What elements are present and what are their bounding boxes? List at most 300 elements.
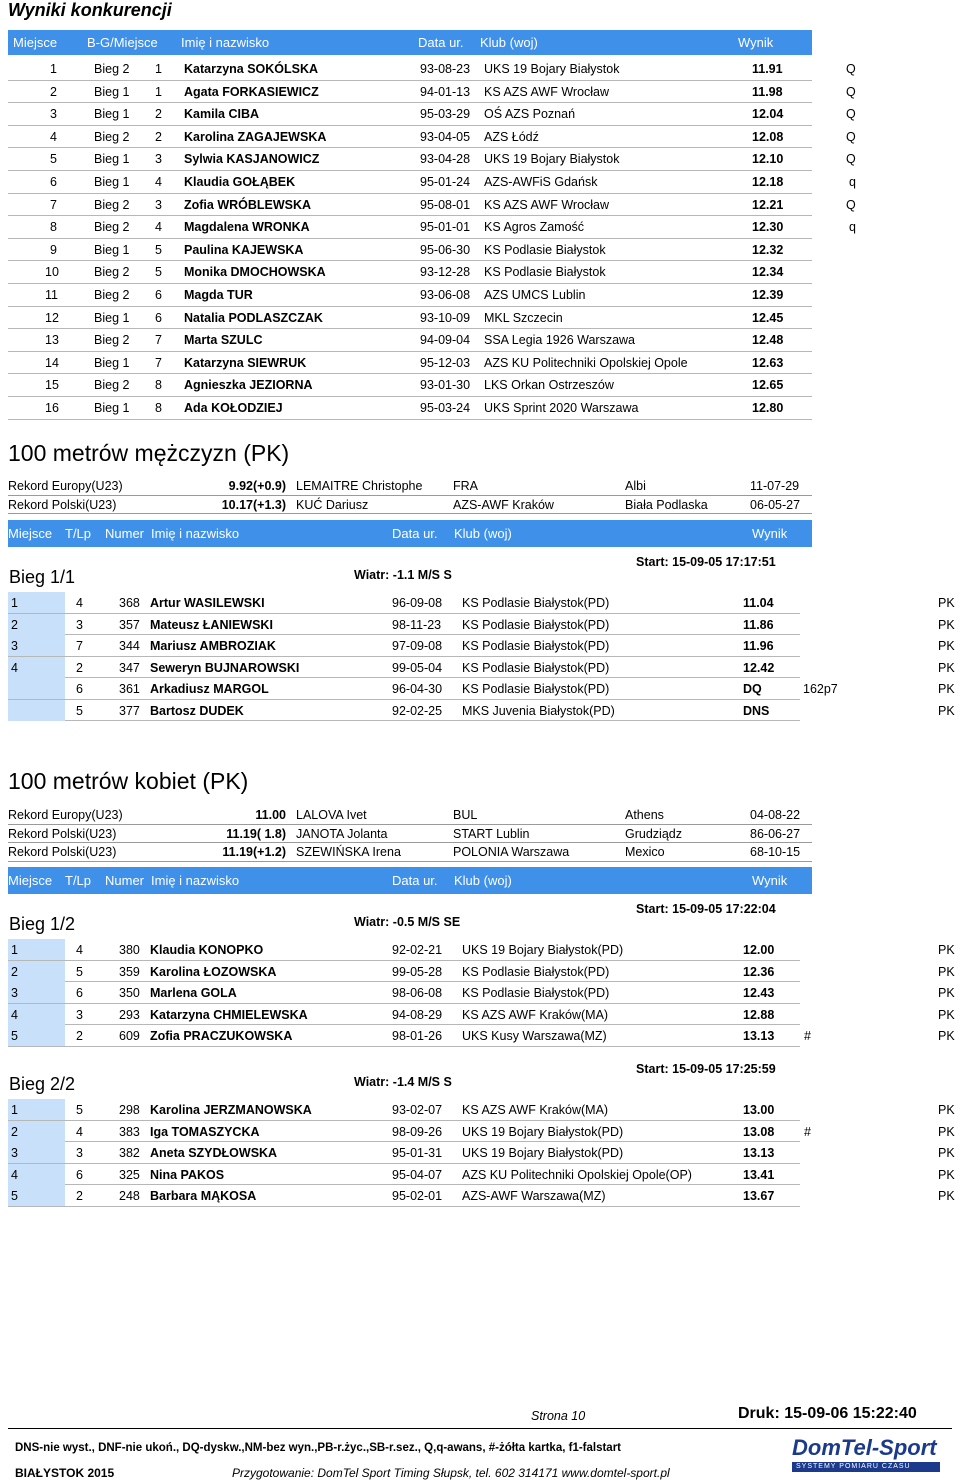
heat-place: 5 bbox=[155, 265, 162, 280]
col-lane: T/Lp bbox=[65, 873, 92, 888]
table-row bbox=[8, 352, 812, 375]
result: DQ bbox=[743, 682, 762, 696]
qualification-mark: q bbox=[849, 220, 856, 235]
record-value: 11.00 bbox=[255, 808, 286, 822]
place: 3 bbox=[11, 1146, 18, 1160]
heat: Bieg 1 bbox=[94, 84, 130, 99]
athlete-name: Artur WASILEWSKI bbox=[150, 596, 265, 610]
pk-mark: PK bbox=[938, 1167, 955, 1182]
athlete-name: Sylwia KASJANOWICZ bbox=[184, 152, 320, 167]
table-row bbox=[8, 239, 812, 262]
place: 4 bbox=[11, 1167, 18, 1182]
club: UKS 19 Bojary Białystok(PD) bbox=[462, 1146, 624, 1160]
athlete-name: Seweryn BUJNAROWSKI bbox=[150, 660, 300, 675]
club: UKS Kusy Warszawa(MZ) bbox=[462, 1029, 607, 1043]
men-title: 100 metrów mężczyzn (PK) bbox=[8, 440, 290, 466]
heat-place: 2 bbox=[155, 107, 162, 122]
record-label: Rekord Polski(U23) bbox=[8, 845, 117, 859]
bib-number: 347 bbox=[119, 660, 140, 675]
col-result: Wynik bbox=[738, 35, 774, 50]
women-header bbox=[8, 867, 812, 894]
birth-date: 93-12-28 bbox=[420, 265, 471, 280]
pk-mark: PK bbox=[938, 617, 955, 632]
record-holder: SZEWIŃSKA Irena bbox=[296, 845, 401, 859]
lane: 6 bbox=[76, 682, 83, 696]
domtel-logo bbox=[792, 1434, 940, 1474]
place: 5 bbox=[11, 1029, 18, 1043]
col-heat-place: B-G/Miejsce bbox=[87, 35, 158, 50]
pk-mark: PK bbox=[938, 1124, 955, 1139]
bib-number: 383 bbox=[119, 1124, 140, 1139]
birth-date: 96-09-08 bbox=[392, 596, 443, 610]
table-row bbox=[8, 194, 812, 217]
result: 12.48 bbox=[752, 333, 784, 348]
birth-date: 97-09-08 bbox=[392, 639, 443, 653]
birth-date: 92-02-21 bbox=[392, 943, 443, 957]
place: 7 bbox=[50, 197, 57, 212]
pk-mark: PK bbox=[938, 703, 955, 718]
col-club: Klub (woj) bbox=[454, 873, 512, 888]
club: OŚ AZS Poznań bbox=[484, 107, 576, 122]
club: AZS-AWF Warszawa(MZ) bbox=[462, 1189, 606, 1203]
birth-date: 99-05-04 bbox=[392, 660, 443, 675]
club: KS Podlasie Białystok(PD) bbox=[462, 596, 610, 610]
birth-date: 93-10-09 bbox=[420, 310, 471, 325]
pk-mark: PK bbox=[938, 1103, 955, 1117]
col-dob: Data ur. bbox=[392, 873, 438, 888]
athlete-name: Karolina ŁOZOWSKA bbox=[150, 964, 277, 979]
qualification-mark: Q bbox=[846, 62, 856, 76]
birth-date: 95-01-01 bbox=[420, 220, 471, 235]
pk-mark: PK bbox=[938, 986, 955, 1000]
table-row bbox=[8, 148, 812, 171]
record-row bbox=[8, 806, 812, 825]
col-number: Numer bbox=[105, 526, 145, 541]
result: 13.41 bbox=[743, 1167, 775, 1182]
legend-text: DNS-nie wyst., DNF-nie ukoń., DQ-dyskw.,NM-bez wyn.,PB-r.życ.,SB-r.sez., Q,q-awans, #-żółta kartka, f1-falstart bbox=[15, 1442, 622, 1454]
athlete-name: Bartosz DUDEK bbox=[150, 703, 244, 718]
birth-date: 93-08-23 bbox=[420, 62, 471, 76]
athlete-name: Agata FORKASIEWICZ bbox=[184, 84, 319, 99]
athlete-name: Iga TOMASZYCKA bbox=[150, 1124, 260, 1139]
club: AZS-AWFiS Gdańsk bbox=[484, 175, 598, 189]
pk-mark: PK bbox=[938, 660, 955, 675]
club: SSA Legia 1926 Warszawa bbox=[484, 333, 636, 348]
heat: Bieg 2 bbox=[94, 129, 130, 144]
athlete-name: Zofia WRÓBLEWSKA bbox=[184, 197, 312, 212]
col-place: Miejsce bbox=[8, 873, 53, 888]
heat: Bieg 1 bbox=[94, 310, 130, 325]
result-row bbox=[8, 678, 800, 700]
col-club: Klub (woj) bbox=[480, 35, 538, 50]
record-value: 11.19(+1.2) bbox=[222, 845, 286, 859]
record-date: 11-07-29 bbox=[750, 479, 800, 493]
place: 4 bbox=[11, 660, 18, 675]
result: 12.04 bbox=[752, 107, 784, 122]
lane: 5 bbox=[76, 703, 83, 718]
place: 2 bbox=[50, 84, 57, 99]
result-note: # bbox=[804, 1124, 811, 1139]
athlete-name: Agnieszka JEZIORNA bbox=[184, 378, 313, 393]
heat-place: 3 bbox=[155, 152, 162, 167]
heat-place: 1 bbox=[155, 84, 162, 99]
birth-date: 93-04-28 bbox=[420, 152, 471, 167]
table-row bbox=[8, 171, 812, 194]
record-value: 11.19( 1.8) bbox=[226, 826, 286, 841]
result: 12.45 bbox=[752, 310, 784, 325]
result: 12.21 bbox=[752, 197, 784, 212]
result: 12.88 bbox=[743, 1007, 775, 1022]
heat-place: 4 bbox=[155, 175, 162, 189]
club: MKL Szczecin bbox=[484, 310, 563, 325]
lane: 2 bbox=[76, 1029, 83, 1043]
heat: Bieg 1 bbox=[94, 242, 130, 257]
lane: 6 bbox=[76, 1167, 83, 1182]
birth-date: 98-01-26 bbox=[392, 1029, 443, 1043]
start-time: Start: 15-09-05 17:22:04 bbox=[636, 902, 776, 916]
birth-date: 98-06-08 bbox=[392, 986, 443, 1000]
athlete-name: Ada KOŁODZIEJ bbox=[184, 401, 283, 415]
start-time: Start: 15-09-05 17:17:51 bbox=[636, 555, 776, 569]
result-row bbox=[8, 961, 800, 983]
record-place: Grudziądz bbox=[625, 826, 682, 841]
pk-mark: PK bbox=[938, 1146, 955, 1160]
start-time: Start: 15-09-05 17:25:59 bbox=[636, 1062, 776, 1076]
lane: 3 bbox=[76, 1146, 83, 1160]
birth-date: 95-03-24 bbox=[420, 401, 471, 415]
table-row bbox=[8, 103, 812, 126]
page-number: Strona 10 bbox=[531, 1409, 586, 1423]
pk-mark: PK bbox=[938, 964, 955, 979]
birth-date: 92-02-25 bbox=[392, 703, 443, 718]
result: 12.36 bbox=[743, 964, 775, 979]
result: 12.42 bbox=[743, 660, 775, 675]
place: 2 bbox=[11, 617, 18, 632]
result: 12.10 bbox=[752, 152, 784, 167]
bib-number: 293 bbox=[119, 1007, 140, 1022]
club: KS Podlasie Białystok(PD) bbox=[462, 964, 610, 979]
athlete-name: Katarzyna SIEWRUK bbox=[184, 355, 307, 370]
record-club: FRA bbox=[453, 479, 478, 493]
qualification-mark: Q bbox=[846, 84, 856, 99]
record-place: Albi bbox=[625, 479, 646, 493]
results-header bbox=[8, 30, 812, 55]
place: 1 bbox=[11, 596, 18, 610]
heat: Bieg 2 bbox=[94, 220, 130, 235]
bib-number: 368 bbox=[119, 596, 140, 610]
result: 12.08 bbox=[752, 129, 784, 144]
col-number: Numer bbox=[105, 873, 145, 888]
bib-number: 357 bbox=[119, 617, 140, 632]
club: KS AZS AWF Wrocław bbox=[484, 84, 610, 99]
heat-place: 8 bbox=[155, 401, 162, 415]
birth-date: 95-12-03 bbox=[420, 355, 471, 370]
club: UKS 19 Bojary Białystok bbox=[484, 62, 620, 76]
result: 12.65 bbox=[752, 378, 784, 393]
club: KS AZS AWF Kraków(MA) bbox=[462, 1007, 609, 1022]
club: AZS KU Politechniki Opolskiej Opole(OP) bbox=[462, 1167, 692, 1182]
pk-mark: PK bbox=[938, 682, 955, 696]
athlete-name: Katarzyna CHMIELEWSKA bbox=[150, 1007, 308, 1022]
place: 16 bbox=[45, 401, 59, 415]
pk-mark: PK bbox=[938, 943, 955, 957]
place: 2 bbox=[11, 1124, 18, 1139]
club: LKS Orkan Ostrzeszów bbox=[484, 378, 614, 393]
table-row bbox=[8, 216, 812, 239]
result: 12.80 bbox=[752, 401, 784, 415]
bib-number: 298 bbox=[119, 1103, 140, 1117]
birth-date: 95-08-01 bbox=[420, 197, 471, 212]
result-row bbox=[8, 1025, 800, 1047]
athlete-name: Nina PAKOS bbox=[150, 1167, 225, 1182]
birth-date: 93-06-08 bbox=[420, 288, 471, 302]
place: 14 bbox=[45, 355, 59, 370]
table-row bbox=[8, 81, 812, 104]
result: 12.18 bbox=[752, 175, 784, 189]
logo-text: DomTel-Sport bbox=[792, 1435, 937, 1460]
result: 11.96 bbox=[743, 639, 774, 653]
heat: Bieg 1 bbox=[94, 175, 130, 189]
place-cell bbox=[8, 678, 65, 699]
record-place: Biała Podlaska bbox=[625, 497, 708, 512]
birth-date: 94-01-13 bbox=[420, 84, 471, 99]
record-row bbox=[8, 825, 812, 844]
lane: 2 bbox=[76, 1189, 83, 1203]
place: 12 bbox=[45, 310, 59, 325]
record-holder: LEMAITRE Christophe bbox=[296, 479, 423, 493]
place: 3 bbox=[50, 107, 57, 122]
col-name: Imię i nazwisko bbox=[181, 35, 270, 50]
table-row bbox=[8, 284, 812, 307]
heat: Bieg 2 bbox=[94, 62, 130, 76]
result: 12.00 bbox=[743, 943, 775, 957]
result-row bbox=[8, 635, 800, 657]
result-row bbox=[8, 1121, 800, 1143]
record-row bbox=[8, 843, 812, 862]
result: 11.86 bbox=[743, 617, 774, 632]
athlete-name: Zofia PRACZUKOWSKA bbox=[150, 1029, 293, 1043]
athlete-name: Natalia PODLASZCZAK bbox=[184, 310, 323, 325]
place: 11 bbox=[45, 288, 58, 302]
birth-date: 95-06-30 bbox=[420, 242, 471, 257]
result-row bbox=[8, 614, 800, 636]
result: 12.39 bbox=[752, 288, 784, 302]
result-note: # bbox=[804, 1029, 811, 1043]
place: 1 bbox=[11, 1103, 18, 1117]
heat-place: 7 bbox=[155, 333, 162, 348]
club: KS Agros Zamość bbox=[484, 220, 585, 235]
record-date: 86-06-27 bbox=[750, 826, 801, 841]
place: 5 bbox=[50, 152, 57, 167]
result: 13.00 bbox=[743, 1103, 775, 1117]
result: 12.43 bbox=[743, 986, 775, 1000]
club: KS Podlasie Białystok bbox=[484, 265, 606, 280]
athlete-name: Klaudia KONOPKO bbox=[150, 943, 264, 957]
athlete-name: Magda TUR bbox=[184, 288, 253, 302]
athlete-name: Kamila CIBA bbox=[184, 107, 260, 122]
record-value: 9.92(+0.9) bbox=[228, 479, 286, 493]
club: MKS Juvenia Białystok(PD) bbox=[462, 703, 615, 718]
place: 8 bbox=[50, 220, 57, 235]
qualification-mark: Q bbox=[846, 152, 856, 167]
result-row bbox=[8, 592, 800, 614]
club: UKS 19 Bojary Białystok bbox=[484, 152, 620, 167]
club: KS Podlasie Białystok(PD) bbox=[462, 682, 610, 696]
athlete-name: Aneta SZYDŁOWSKA bbox=[150, 1146, 278, 1160]
prepared-by: Przygotowanie: DomTel Sport Timing Słupsk, tel. 602 314171 www.domtel-sport.pl bbox=[232, 1466, 670, 1480]
athlete-name: Paulina KAJEWSKA bbox=[184, 242, 304, 257]
table-row bbox=[8, 374, 812, 397]
club: KS Podlasie Białystok(PD) bbox=[462, 660, 610, 675]
table-row bbox=[8, 329, 812, 352]
lane: 6 bbox=[76, 986, 83, 1000]
place: 3 bbox=[11, 639, 18, 653]
pk-mark: PK bbox=[938, 1029, 955, 1043]
bib-number: 361 bbox=[119, 682, 140, 696]
record-holder: LALOVA Ivet bbox=[296, 808, 367, 822]
page-title: Wyniki konkurencji bbox=[8, 0, 172, 20]
place-cell bbox=[8, 700, 65, 721]
qualification-mark: Q bbox=[846, 107, 856, 122]
bib-number: 382 bbox=[119, 1146, 140, 1160]
club: UKS 19 Bojary Białystok(PD) bbox=[462, 943, 624, 957]
birth-date: 94-08-29 bbox=[392, 1007, 443, 1022]
footer-divider bbox=[8, 1428, 952, 1429]
bib-number: 609 bbox=[119, 1029, 140, 1043]
result-note: 162p7 bbox=[803, 682, 838, 696]
heat-place: 8 bbox=[155, 378, 162, 393]
heat: Bieg 1 bbox=[94, 401, 130, 415]
athlete-name: Monika DMOCHOWSKA bbox=[184, 265, 326, 280]
place: 15 bbox=[45, 378, 59, 393]
club: AZS UMCS Lublin bbox=[484, 288, 586, 302]
place: 3 bbox=[11, 986, 18, 1000]
athlete-name: Klaudia GOŁĄBEK bbox=[184, 175, 296, 189]
result: 13.08 bbox=[743, 1124, 775, 1139]
record-club: BUL bbox=[453, 808, 478, 822]
lane: 5 bbox=[76, 1103, 83, 1117]
place: 5 bbox=[11, 1189, 18, 1203]
result: DNS bbox=[743, 703, 770, 718]
wind-info: Wiatr: -1.1 M/S S bbox=[354, 568, 452, 582]
city-year: BIAŁYSTOK 2015 bbox=[15, 1466, 115, 1480]
athlete-name: Magdalena WRONKA bbox=[184, 220, 310, 235]
athlete-name: Marta SZULC bbox=[184, 333, 263, 348]
result: 12.32 bbox=[752, 242, 784, 257]
birth-date: 96-04-30 bbox=[392, 682, 443, 696]
birth-date: 95-02-01 bbox=[392, 1189, 443, 1203]
col-name: Imię i nazwisko bbox=[151, 526, 240, 541]
lane: 4 bbox=[76, 1124, 83, 1139]
heat: Bieg 2 bbox=[94, 378, 130, 393]
club: KS Podlasie Białystok(PD) bbox=[462, 639, 610, 653]
heat: Bieg 1 bbox=[94, 355, 130, 370]
birth-date: 98-09-26 bbox=[392, 1124, 443, 1139]
record-date: 68-10-15 bbox=[750, 845, 801, 859]
birth-date: 94-09-04 bbox=[420, 333, 471, 348]
heat: Bieg 2 bbox=[94, 197, 130, 212]
lane: 5 bbox=[76, 964, 83, 979]
athlete-name: Barbara MĄKOSA bbox=[150, 1189, 257, 1203]
club: KS Podlasie Białystok(PD) bbox=[462, 617, 610, 632]
result: 12.34 bbox=[752, 265, 784, 280]
record-row bbox=[8, 496, 812, 515]
col-place: Miejsce bbox=[13, 35, 58, 50]
record-holder: JANOTA Jolanta bbox=[296, 826, 388, 841]
place: 1 bbox=[50, 62, 57, 76]
result: 13.67 bbox=[743, 1189, 775, 1203]
bib-number: 380 bbox=[119, 943, 140, 957]
record-place: Athens bbox=[625, 808, 664, 822]
athlete-name: Arkadiusz MARGOL bbox=[150, 682, 269, 696]
record-label: Rekord Europy(U23) bbox=[8, 479, 123, 493]
result-row bbox=[8, 1185, 800, 1207]
record-club: AZS-AWF Kraków bbox=[453, 497, 554, 512]
result: 12.30 bbox=[752, 220, 784, 235]
record-holder: KUĆ Dariusz bbox=[296, 497, 369, 512]
club: UKS Sprint 2020 Warszawa bbox=[484, 401, 639, 415]
result: 11.04 bbox=[743, 596, 774, 610]
lane: 7 bbox=[76, 639, 83, 653]
pk-mark: PK bbox=[938, 596, 955, 610]
qualification-mark: Q bbox=[846, 197, 856, 212]
result-row bbox=[8, 657, 800, 679]
bib-number: 344 bbox=[119, 639, 140, 653]
pk-mark: PK bbox=[938, 1189, 955, 1203]
record-label: Rekord Polski(U23) bbox=[8, 826, 117, 841]
lane: 4 bbox=[76, 943, 83, 957]
club: AZS Łódź bbox=[484, 129, 539, 144]
logo-subtext: SYSTEMY POMIARU CZASU bbox=[796, 1463, 911, 1470]
heat-place: 5 bbox=[155, 242, 162, 257]
heat-title: Bieg 2/2 bbox=[9, 1074, 76, 1094]
athlete-name: Mateusz ŁANIEWSKI bbox=[150, 617, 273, 632]
heat-title: Bieg 1/2 bbox=[9, 914, 76, 934]
lane: 4 bbox=[76, 596, 83, 610]
bib-number: 377 bbox=[119, 703, 140, 718]
heat-place: 7 bbox=[155, 355, 162, 370]
men-header bbox=[8, 520, 812, 547]
place: 9 bbox=[50, 242, 57, 257]
pk-mark: PK bbox=[938, 639, 955, 653]
club: KS Podlasie Białystok bbox=[484, 242, 606, 257]
table-row bbox=[8, 58, 812, 81]
birth-date: 95-01-31 bbox=[392, 1146, 443, 1160]
col-dob: Data ur. bbox=[392, 526, 438, 541]
athlete-name: Mariusz AMBROZIAK bbox=[150, 639, 276, 653]
result-row bbox=[8, 1164, 800, 1186]
heat-place: 2 bbox=[155, 129, 162, 144]
record-place: Mexico bbox=[625, 845, 665, 859]
place: 4 bbox=[50, 129, 57, 144]
athlete-name: Karolina ZAGAJEWSKA bbox=[184, 129, 327, 144]
heat-place: 6 bbox=[155, 288, 162, 302]
club: KS AZS AWF Kraków(MA) bbox=[462, 1103, 609, 1117]
birth-date: 98-11-23 bbox=[392, 617, 442, 632]
result: 11.91 bbox=[752, 62, 783, 76]
birth-date: 99-05-28 bbox=[392, 964, 443, 979]
print-date: Druk: 15-09-06 15:22:40 bbox=[738, 1405, 917, 1422]
record-date: 04-08-22 bbox=[750, 808, 801, 822]
place: 10 bbox=[45, 265, 59, 280]
place: 6 bbox=[50, 175, 57, 189]
result: 12.63 bbox=[752, 355, 784, 370]
record-label: Rekord Europy(U23) bbox=[8, 808, 123, 822]
bib-number: 325 bbox=[119, 1167, 140, 1182]
bib-number: 350 bbox=[119, 986, 140, 1000]
col-name: Imię i nazwisko bbox=[151, 873, 240, 888]
lane: 2 bbox=[76, 660, 83, 675]
